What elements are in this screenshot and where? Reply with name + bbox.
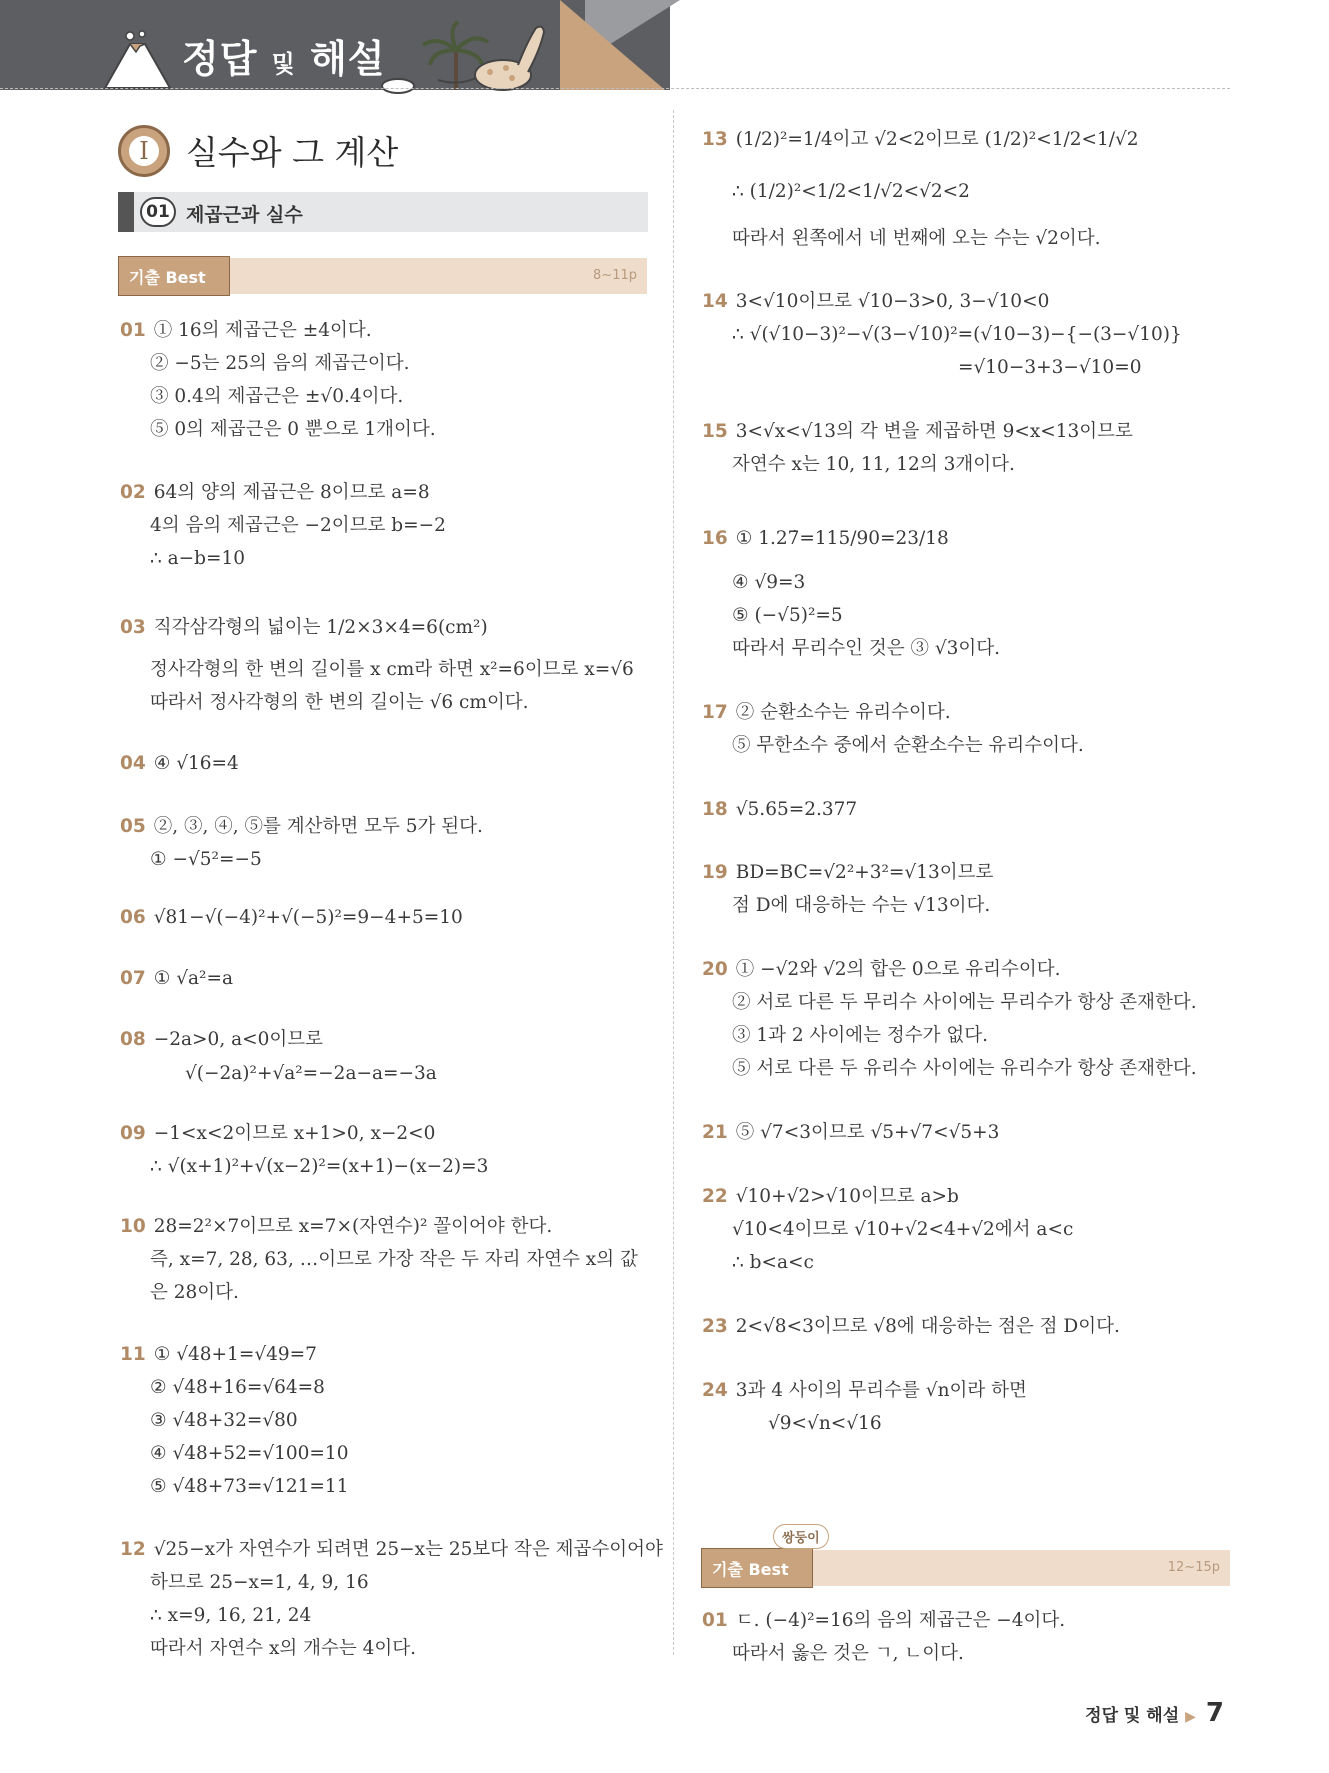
answer-line: 따라서 옳은 것은 ㄱ, ㄴ이다.: [732, 1643, 964, 1664]
answer-line: ⑤ 0의 제곱근은 0 뿐으로 1개이다.: [150, 419, 436, 440]
header-shape-tan: [560, 0, 665, 90]
answer-line: 따라서 자연수 x의 개수는 4이다.: [150, 1638, 417, 1659]
answer-line: 따라서 무리수인 것은 ③ √3이다.: [732, 638, 1001, 659]
section-marker: [118, 192, 134, 232]
answer-line: 09 −1<x<2이므로 x+1>0, x−2<0: [120, 1123, 436, 1144]
answer-line: 점 D에 대응하는 수는 √13이다.: [732, 895, 991, 916]
footer-label: 정답 및 해설: [1085, 1706, 1180, 1726]
chapter-badge: [118, 125, 170, 177]
chapter-title: 실수와 그 계산: [186, 133, 399, 172]
answer-line: ② √48+16=√64=8: [150, 1377, 325, 1398]
answer-line: ④ √48+52=√100=10: [150, 1443, 349, 1464]
answer-line: 11 ① √48+1=√49=7: [120, 1344, 317, 1365]
answer-line: ⑤ 서로 다른 두 유리수 사이에는 유리수가 항상 존재한다.: [732, 1058, 1197, 1079]
volcano-icon: [100, 30, 175, 90]
answer-line: 13 (1/2)²=1/4이고 √2<2이므로 (1/2)²<1/2<1/√2: [702, 129, 1139, 150]
best-label: 기출 Best: [129, 268, 206, 287]
best-label: 기출 Best: [712, 1560, 789, 1579]
answer-line: 03 직각삼각형의 넓이는 1/2×3×4=6(cm²): [120, 617, 488, 638]
answer-line: 18 √5.65=2.377: [702, 799, 858, 820]
answer-line: ∴ x=9, 16, 21, 24: [150, 1605, 312, 1626]
answer-line: 19 BD=BC=√2²+3²=√13이므로: [702, 862, 994, 883]
answer-line: 은 28이다.: [150, 1282, 239, 1303]
section-number: 01: [140, 197, 176, 227]
answer-line: ③ √48+32=√80: [150, 1410, 298, 1431]
header-title: 정답 및 해설: [182, 37, 386, 81]
answer-line: ④ √9=3: [732, 572, 806, 593]
answer-line: 21 ⑤ √7<3이므로 √5+√7<√5+3: [702, 1122, 1000, 1143]
answer-line: 08 −2a>0, a<0이므로: [120, 1029, 323, 1050]
answer-line: ⑤ (−√5)²=5: [732, 605, 843, 626]
answer-line: 04 ④ √16=4: [120, 753, 239, 774]
answer-line: 16 ① 1.27̇=115/90=23/18: [702, 528, 949, 549]
answer-line: ⑤ √48+73=√121=11: [150, 1476, 349, 1497]
dinosaur-palm-illustration: [378, 20, 548, 95]
arrow-icon: ▶: [1185, 1709, 1196, 1725]
answer-line: 즉, x=7, 28, 63, …이므로 가장 작은 두 자리 자연수 x의 값: [150, 1249, 638, 1270]
answer-line: 24 3과 4 사이의 무리수를 √n이라 하면: [702, 1380, 1027, 1401]
answer-line: ② −5는 25의 음의 제곱근이다.: [150, 353, 410, 374]
column-divider: [673, 110, 674, 1655]
twin-bubble: 쌍둥이: [773, 1524, 829, 1549]
page-header: [0, 0, 1329, 92]
answer-line: 자연수 x는 10, 11, 12의 3개이다.: [732, 454, 1015, 475]
best-twin-banner: [703, 1531, 1230, 1586]
answer-line: 05 ②, ③, ④, ⑤를 계산하면 모두 5가 된다.: [120, 816, 483, 837]
answer-line: 14 3<√10이므로 √10−3>0, 3−√10<0: [702, 291, 1050, 312]
best-pages: 12~15p: [1167, 1560, 1220, 1575]
best-banner: [120, 258, 647, 294]
answer-line: 01 ㄷ. (−4)²=16의 음의 제곱근은 −4이다.: [702, 1610, 1066, 1631]
answer-line: 20 ① −√2와 √2의 합은 0으로 유리수이다.: [702, 959, 1061, 980]
answer-line: ∴ b<a<c: [732, 1252, 814, 1273]
answer-line: √9<√n<√16: [768, 1413, 882, 1434]
answer-line: 23 2<√8<3이므로 √8에 대응하는 점은 점 D이다.: [702, 1316, 1120, 1337]
answer-line: 12 √25−x가 자연수가 되려면 25−x는 25보다 작은 제곱수이어야: [120, 1539, 663, 1560]
answer-line: 01 ① 16의 제곱근은 ±4이다.: [120, 320, 372, 341]
section-title: 제곱근과 실수: [186, 204, 303, 226]
page-footer: [1085, 1698, 1224, 1728]
best-tag: [701, 1548, 813, 1588]
best-pages: 8~11p: [593, 268, 637, 283]
answer-line: 15 3<√x<√13의 각 변을 제곱하면 9<x<13이므로: [702, 421, 1133, 442]
answer-line: 07 ① √a²=a: [120, 968, 233, 989]
section-heading: [118, 192, 648, 232]
answer-line: 따라서 왼쪽에서 네 번째에 오는 수는 √2이다.: [732, 228, 1101, 249]
answer-line: 하므로 25−x=1, 4, 9, 16: [150, 1572, 369, 1593]
answer-line: ① −√5²=−5: [150, 849, 262, 870]
answer-line: 정사각형의 한 변의 길이를 x cm라 하면 x²=6이므로 x=√6: [150, 659, 634, 680]
page-number: 7: [1205, 1698, 1224, 1728]
answer-line: ∴ (1/2)²<1/2<1/√2<√2<2: [732, 181, 970, 202]
answer-line: √(−2a)²+√a²=−2a−a=−3a: [185, 1063, 437, 1084]
chapter-numeral: I: [129, 136, 159, 166]
answer-line: 따라서 정사각형의 한 변의 길이는 √6 cm이다.: [150, 692, 529, 713]
answer-line: 17 ② 순환소수는 유리수이다.: [702, 702, 951, 723]
answer-line: ③ 0.4의 제곱근은 ±√0.4이다.: [150, 386, 404, 407]
answer-line: ∴ a−b=10: [150, 548, 246, 569]
answer-line: ∴ √(x+1)²+√(x−2)²=(x+1)−(x−2)=3: [150, 1156, 489, 1177]
answer-line: 22 √10+√2>√10이므로 a>b: [702, 1186, 959, 1207]
answer-line: ⑤ 무한소수 중에서 순환소수는 유리수이다.: [732, 735, 1084, 756]
answer-line: ∴ √(√10−3)²−√(3−√10)²=(√10−3)−{−(3−√10)}: [732, 324, 1182, 345]
answer-line: 06 √81−√(−4)²+√(−5)²=9−4+5=10: [120, 907, 463, 928]
answer-line: 10 28=2²×7이므로 x=7×(자연수)² 꼴이어야 한다.: [120, 1216, 553, 1237]
answer-line: ③ 1과 2 사이에는 정수가 없다.: [732, 1025, 989, 1046]
best-tag: [118, 256, 230, 296]
answer-line: 4의 음의 제곱근은 −2이므로 b=−2: [150, 515, 446, 536]
header-dashed-rule: [0, 88, 1230, 89]
answer-line: 02 64의 양의 제곱근은 8이므로 a=8: [120, 482, 430, 503]
answer-line: ② 서로 다른 두 무리수 사이에는 무리수가 항상 존재한다.: [732, 992, 1197, 1013]
answer-line: √10<4이므로 √10+√2<4+√2에서 a<c: [732, 1219, 1074, 1240]
answer-line: =√10−3+3−√10=0: [958, 357, 1142, 378]
